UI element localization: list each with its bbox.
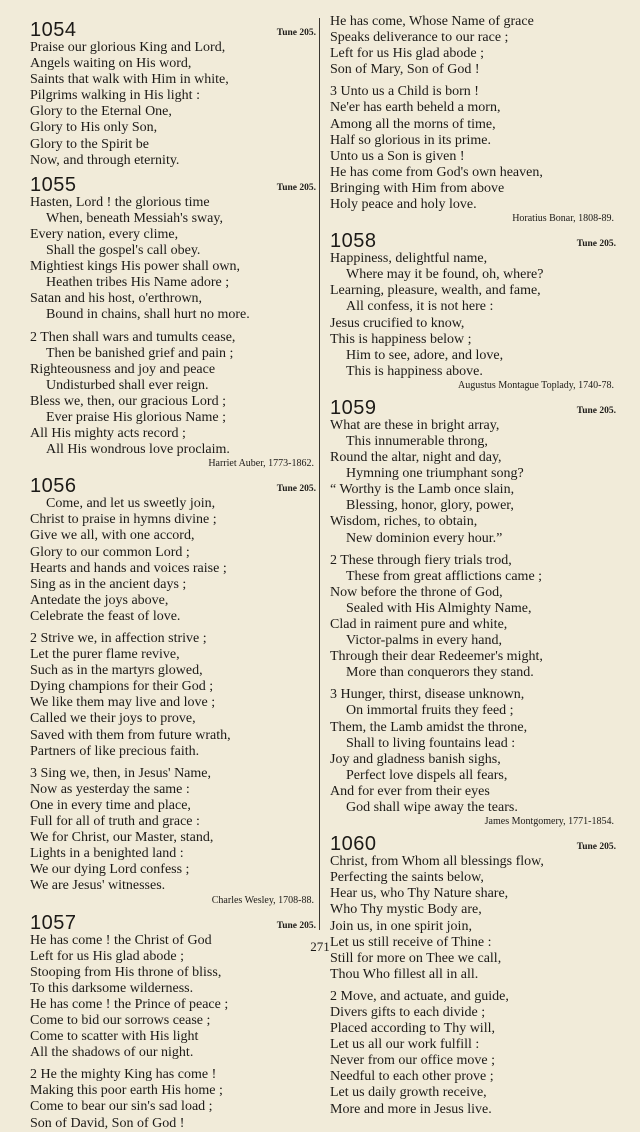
verse-line: Them, the Lamb amidst the throne, (330, 719, 528, 735)
verse-line: This is happiness above. (346, 363, 483, 379)
verse-line: Glory to His only Son, (30, 120, 158, 136)
verse-line: God shall wipe away the tears. (346, 800, 518, 816)
author-attribution: Augustus Montague Toplady, 1740-78. (458, 379, 614, 391)
hymn-block (330, 14, 628, 225)
hymn-number: 1056 (30, 475, 77, 498)
verse-line: This is happiness below ; (330, 331, 472, 347)
verse-line: To this darksome wilderness. (30, 980, 194, 996)
verse-line: Celebrate the feast of love. (30, 608, 181, 624)
page-number: 271 (310, 939, 330, 954)
verse-line: New dominion every hour.” (346, 530, 503, 546)
verse-line: Sealed with His Almighty Name, (346, 600, 532, 616)
verse-line: Ever praise His glorious Name ; (46, 409, 227, 425)
verse-line: Blessing, honor, glory, power, (346, 498, 514, 514)
verse-line: Angels waiting on His word, (30, 56, 192, 72)
hymn-block (330, 830, 628, 1118)
hymn-block (330, 394, 628, 828)
verse-line: 2 He the mighty King has come ! (30, 1067, 217, 1083)
verse-line: Joy and gladness banish sighs, (330, 751, 501, 767)
verse-line: Called we their joys to prove, (30, 711, 196, 727)
verse-line: Left for us His glad abode ; (330, 46, 484, 62)
hymn-block (30, 472, 328, 906)
verse-line: Partners of like precious faith. (30, 743, 200, 759)
verse-line: We are Jesus' witnesses. (30, 878, 166, 894)
verse-line: Bless we, then, our gracious Lord ; (30, 393, 226, 409)
verse-line: Never from our office move ; (330, 1053, 495, 1069)
verse-line: Glory to the Spirit be (30, 136, 149, 152)
verse-line: Bound in chains, shall hurt no more. (46, 307, 250, 323)
hymn-number: 1059 (330, 396, 377, 419)
verse-line: Wisdom, riches, to obtain, (330, 514, 478, 530)
verse-line: All confess, it is not here : (346, 299, 494, 315)
verse-line: Let the purer flame revive, (30, 647, 180, 663)
verse-line: Glory to the Eternal One, (30, 104, 172, 120)
verse-line: Let us still receive of Thine : (330, 934, 492, 950)
verse-line: Pilgrims walking in His light : (30, 88, 200, 104)
verse-line: Let us all our work fulfill : (330, 1037, 480, 1053)
tune-reference: Tune 205. (276, 182, 316, 193)
verse-line: These from great afflictions came ; (346, 568, 543, 584)
tune-reference: Tune 205. (576, 239, 616, 250)
verse-line: Come to scatter with His light (30, 1029, 199, 1045)
verse-line: Hearts and hands and voices raise ; (30, 560, 227, 576)
verse-line: Saved with them from future wrath, (30, 727, 231, 743)
verse-line: And for ever from their eyes (330, 783, 490, 799)
hymn-header (330, 227, 628, 251)
verse-line: Give we all, with one accord, (30, 528, 195, 544)
verse-line: Happiness, delightful name, (330, 251, 488, 267)
hymn-block (30, 16, 328, 169)
verse-line: All His wondrous love proclaim. (46, 442, 230, 458)
hymn-number: 1060 (330, 833, 377, 856)
verse-line: Let us daily growth receive, (330, 1085, 487, 1101)
verse-line: Learning, pleasure, wealth, and fame, (330, 283, 541, 299)
verse-line: Every nation, every clime, (30, 226, 179, 242)
verse-line: Then be banished grief and pain ; (46, 345, 234, 361)
author-attribution: Horatius Bonar, 1808-89. (512, 213, 614, 225)
verse-line: He has come ! the Prince of peace ; (30, 996, 229, 1012)
verse-line: Shall the gospel's call obey. (46, 243, 201, 259)
verse-line: Still for more on Thee we call, (330, 950, 502, 966)
verse-line: Among all the morns of time, (330, 116, 496, 132)
verse-line: Unto us a Son is given ! (330, 148, 465, 164)
verse-line: 2 These through fiery trials trod, (330, 552, 512, 568)
verse-line: Saints that walk with Him in white, (30, 72, 229, 88)
verse-line: He has come ! the Christ of God (30, 932, 212, 948)
verse-line: Thou Who fillest all in all. (330, 966, 479, 982)
verse-line: Clad in raiment pure and white, (330, 617, 508, 632)
verse-line: Come to bid our sorrows cease ; (30, 1012, 211, 1028)
verse-line: Who Thy mystic Body are, (330, 902, 482, 918)
verse-line: More and more in Jesus live. (330, 1101, 492, 1117)
verse-line: Heathen tribes His Name adore ; (46, 275, 230, 291)
verse-line: One in every time and place, (30, 797, 191, 813)
verse-line: 2 Move, and actuate, and guide, (330, 988, 509, 1004)
verse-line: Holy peace and holy love. (330, 197, 477, 213)
verse-line: Placed according to Thy will, (330, 1021, 495, 1037)
verse-line: Hear us, who Thy Nature share, (330, 886, 509, 902)
verse-line: When, beneath Messiah's sway, (46, 210, 223, 226)
verse-line: Satan and his host, o'erthrown, (30, 291, 203, 307)
hymn-header (330, 830, 628, 854)
verse-line: Come to bear our sin's sad load ; (30, 1099, 213, 1115)
verse-line: Needful to each other prove ; (330, 1069, 494, 1085)
verse-line: Christ, from Whom all blessings flow, (330, 854, 544, 870)
verse-line: Left for us His glad abode ; (30, 948, 184, 964)
verse-line: Sing as in the ancient days ; (30, 576, 187, 592)
verse-line: We our dying Lord confess ; (30, 862, 190, 878)
verse-line: Shall to living fountains lead : (346, 735, 516, 751)
verse-line: On immortal fruits they feed ; (346, 703, 514, 719)
hymn-block (330, 227, 628, 392)
verse-line: Him to see, adore, and love, (346, 347, 504, 363)
verse-line: He has come from God's own heaven, (330, 164, 543, 180)
tune-reference: Tune 205. (576, 405, 616, 416)
hymn-header (330, 394, 628, 418)
verse-line: Through their dear Redeemer's might, (330, 649, 543, 665)
verse-line: Glory to our common Lord ; (30, 544, 190, 560)
verse-line: Full for all of truth and grace : (30, 814, 200, 830)
verse-line: Now before the throne of God, (330, 584, 503, 600)
verse-line: Where may it be found, oh, where? (346, 267, 544, 283)
verse-line: Christ to praise in hymns divine ; (30, 512, 217, 528)
verse-line: 2 Then shall wars and tumults cease, (30, 329, 236, 345)
verse-line: Son of David, Son of God ! (30, 1115, 185, 1131)
verse-line: Join us, in one spirit join, (330, 918, 472, 934)
verse-line: More than conquerors they stand. (346, 665, 534, 681)
verse-line: Antedate the joys above, (30, 592, 169, 608)
tune-reference: Tune 205. (276, 484, 316, 495)
verse-line: Perfecting the saints below, (330, 870, 484, 886)
hymn-number: 1058 (330, 230, 377, 253)
verse-line: All the shadows of our night. (30, 1045, 194, 1061)
hymn-block (30, 171, 328, 471)
verse-line: Hasten, Lord ! the glorious time (30, 194, 210, 210)
tune-reference: Tune 205. (576, 842, 616, 853)
verse-line: What are these in bright array, (330, 417, 500, 433)
verse-line: All His mighty acts record ; (30, 426, 186, 442)
verse-line: He has come, Whose Name of grace (330, 14, 534, 29)
verse-line: This innumerable throng, (346, 433, 488, 449)
verse-line: Hymning one triumphant song? (346, 466, 524, 482)
verse-line: “ Worthy is the Lamb once slain, (330, 482, 515, 498)
verse-line: Undisturbed shall ever reign. (46, 377, 209, 393)
author-attribution: Harriet Auber, 1773-1862. (208, 458, 314, 470)
verse-line: Dying champions for their God ; (30, 679, 214, 695)
verse-line: Making this poor earth His home ; (30, 1083, 223, 1099)
verse-line: Speaks deliverance to our race ; (330, 30, 509, 46)
verse-line: Now, and through eternity. (30, 152, 180, 168)
verse-line: Victor-palms in every hand, (346, 633, 502, 649)
verse-line: Half so glorious in its prime. (330, 132, 491, 148)
verse-line: Praise our glorious King and Lord, (30, 40, 226, 55)
hymn-header (30, 909, 328, 933)
verse-line: Stooping from His throne of bliss, (30, 964, 222, 980)
verse-line: 2 Strive we, in affection strive ; (30, 631, 207, 646)
verse-line: Son of Mary, Son of God ! (330, 62, 480, 78)
verse-line: Lights in a benighted land : (30, 846, 184, 862)
verse-line: Ne'er has earth beheld a morn, (330, 100, 501, 116)
hymn-header (30, 472, 328, 496)
author-attribution: James Montgomery, 1771-1854. (484, 816, 614, 828)
tune-reference: Tune 205. (276, 28, 316, 38)
hymn-header (30, 171, 328, 195)
verse-line: We like them may live and love ; (30, 695, 216, 711)
tune-reference: Tune 205. (276, 920, 316, 931)
verse-line: Now as yesterday the same : (30, 781, 190, 797)
verse-line: Righteousness and joy and peace (30, 361, 216, 377)
hymn-number: 1054 (30, 19, 77, 41)
verse-line: Such as in the martyrs glowed, (30, 663, 203, 679)
hymn-number: 1057 (30, 911, 77, 934)
verse-line: Perfect love dispels all fears, (346, 767, 508, 783)
hymn-header (30, 16, 328, 40)
verse-line: Jesus crucified to know, (330, 315, 465, 331)
verse-line: 3 Unto us a Child is born ! (330, 84, 479, 100)
verse-line: 3 Sing we, then, in Jesus' Name, (30, 765, 212, 781)
verse-line: Divers gifts to each divide ; (330, 1004, 486, 1020)
verse-line: We for Christ, our Master, stand, (30, 830, 214, 846)
verse-line: Come, and let us sweetly join, (46, 496, 216, 512)
verse-line: Bringing with Him from above (330, 180, 505, 196)
hymn-number: 1055 (30, 173, 77, 196)
verse-line: Round the altar, night and day, (330, 450, 502, 466)
author-attribution: Charles Wesley, 1708-88. (211, 894, 314, 906)
column-divider (319, 18, 320, 930)
verse-line: 3 Hunger, thirst, disease unknown, (330, 687, 525, 703)
left-column (30, 14, 328, 1132)
verse-line: Mightiest kings His power shall own, (30, 259, 240, 275)
